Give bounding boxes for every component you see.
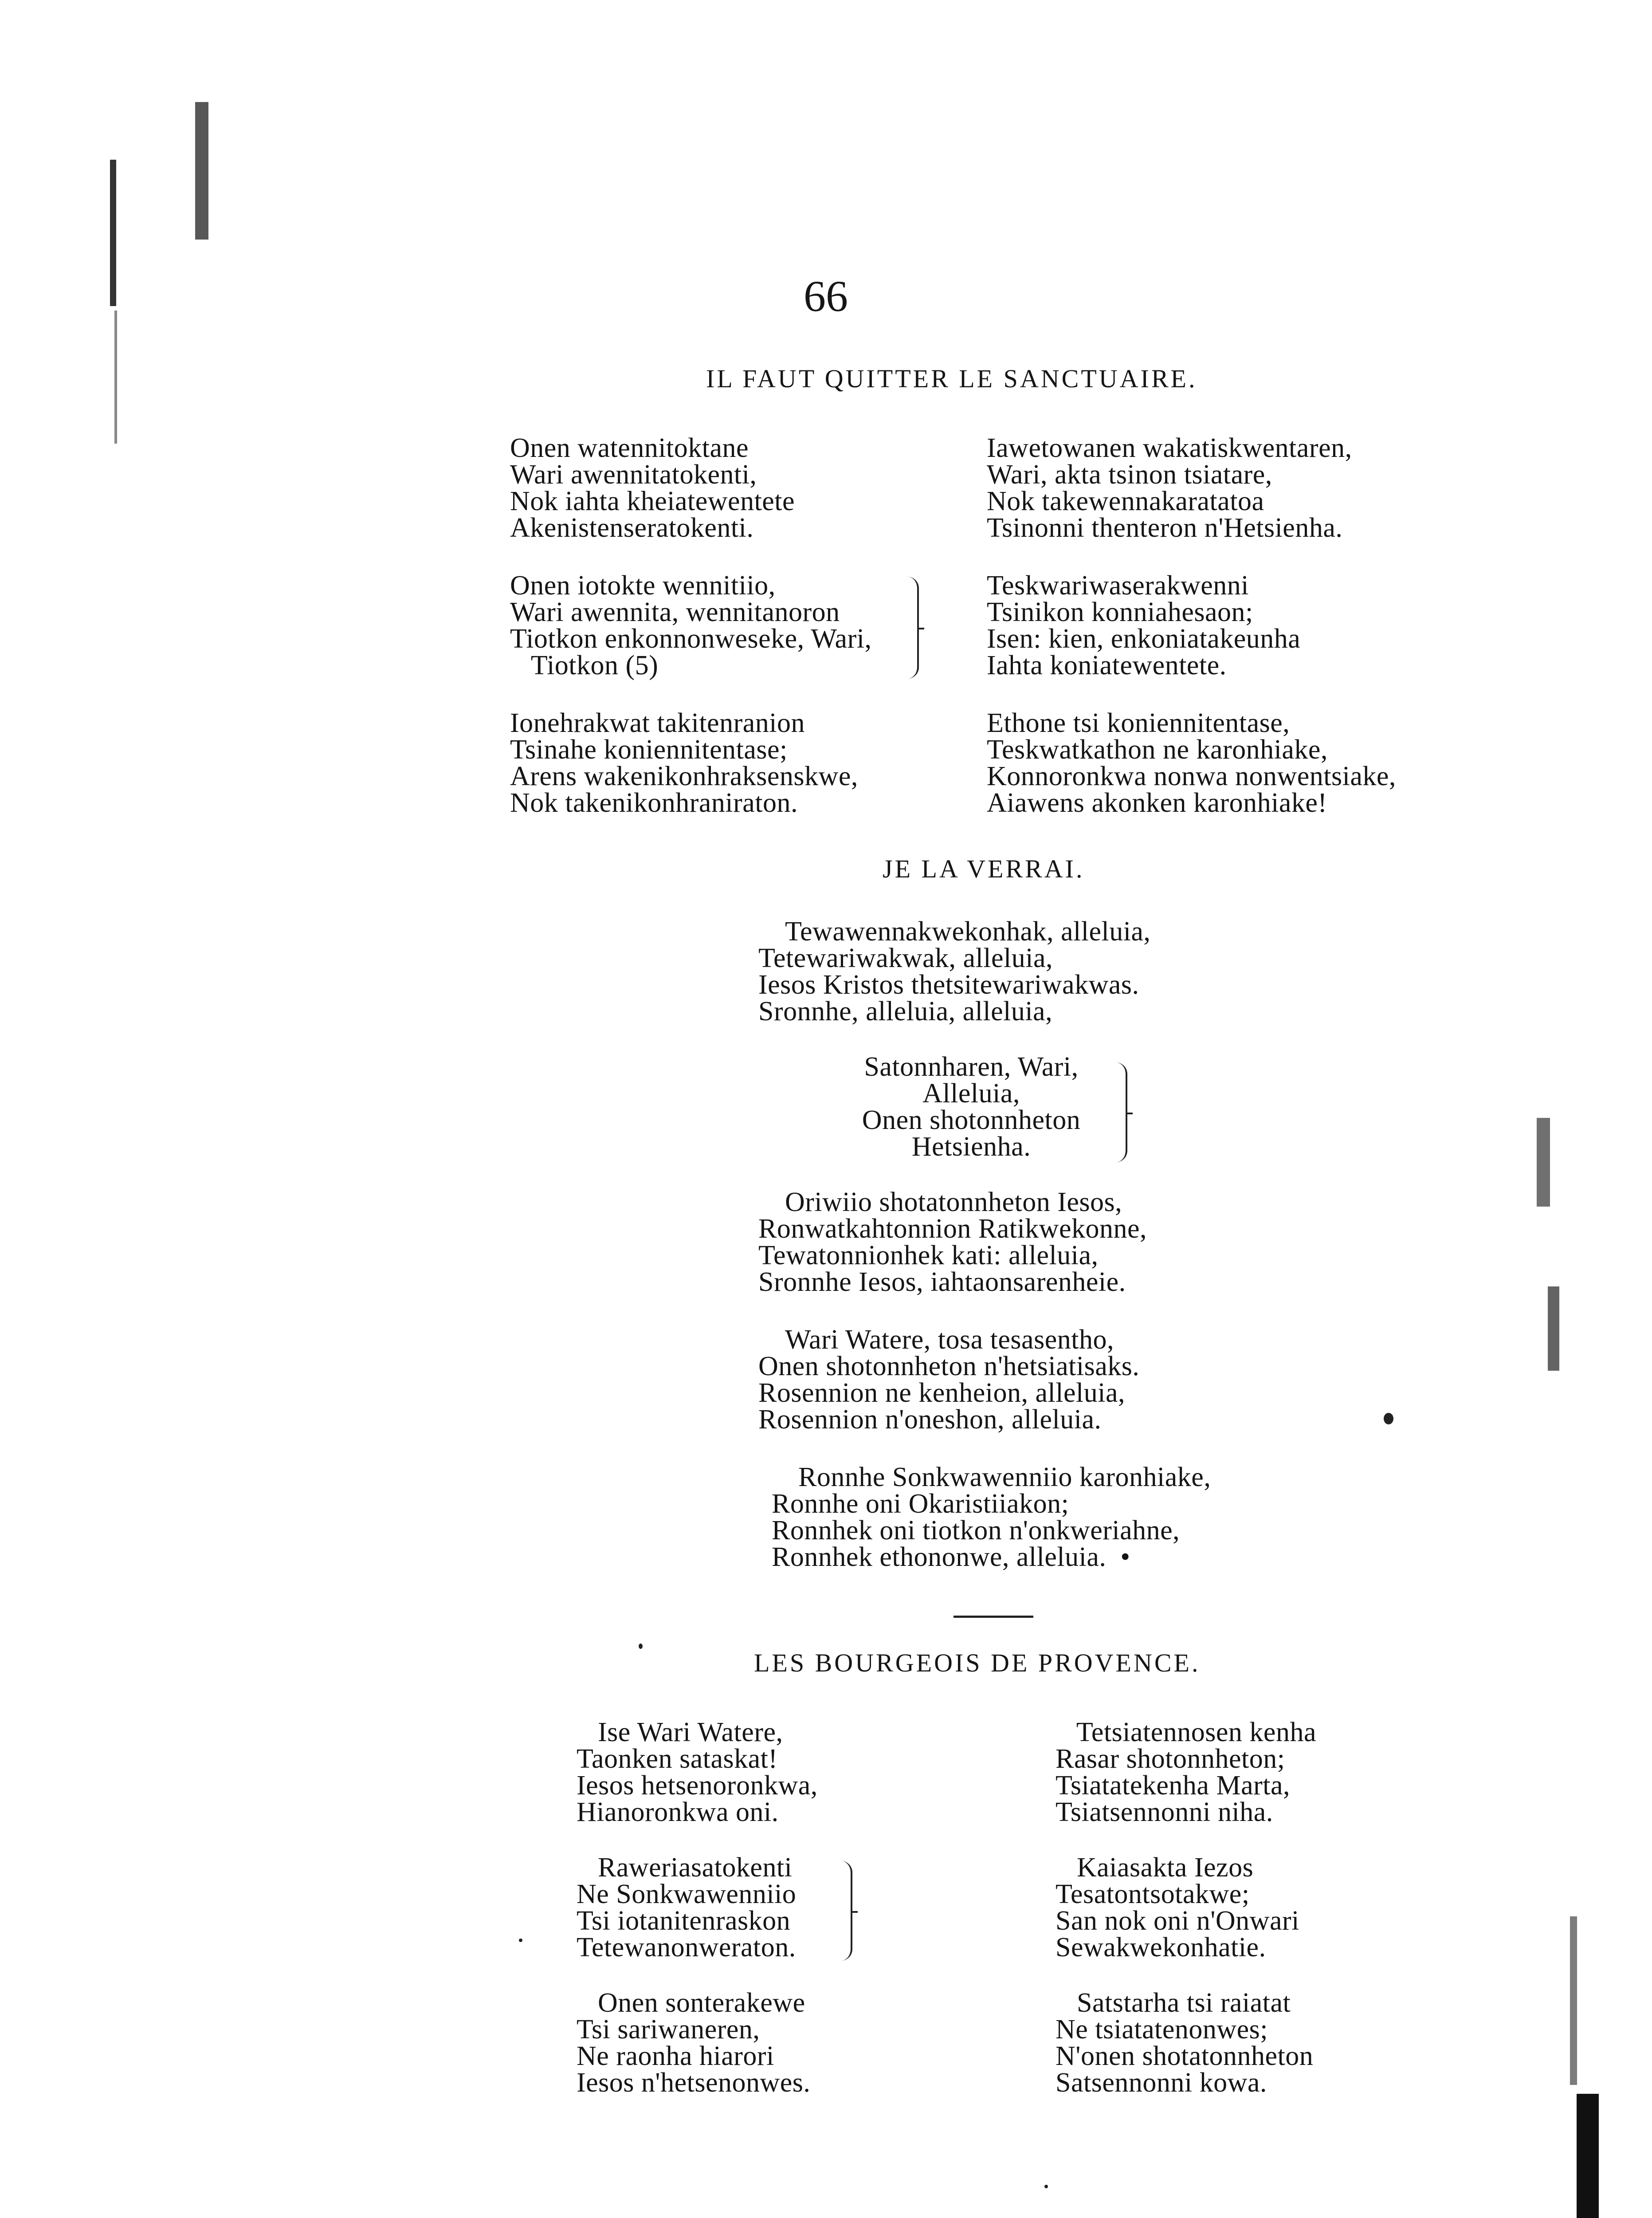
verse-line: Tsinonni thenteron n'Hetsienha. xyxy=(987,513,1343,543)
verse-line: Akenistenseratokenti. xyxy=(510,513,754,543)
stanza-bourgeois-left-2 xyxy=(577,1854,796,1961)
verse-line: Tewawennakwekonhak, alleluia, xyxy=(785,916,1151,947)
verse-line: Sronnhe, alleluia, alleluia, xyxy=(758,996,1053,1026)
verse-line: Tesatontsotakwe; xyxy=(1056,1879,1250,1909)
stanza-bourgeois-left-3 xyxy=(577,1990,810,2096)
verse-line: Nok iahta kheiatewentete xyxy=(510,486,795,516)
verse-line: Tetewariwakwak, alleluia, xyxy=(758,943,1053,973)
verse-line: Onen shotonnheton xyxy=(862,1105,1081,1135)
verse-line: Hetsienha. xyxy=(911,1132,1031,1162)
verse-line: Tsiatatekenha Marta, xyxy=(1056,1770,1290,1801)
verse-line: Wari Watere, tosa tesasentho, xyxy=(785,1325,1114,1355)
ink-speck xyxy=(1044,2185,1048,2188)
verse-line: Oriwiio shotatonnheton Iesos, xyxy=(785,1187,1122,1217)
verse-line: Isen: kien, enkoniatakeunha xyxy=(987,624,1301,654)
verse-line: Aiawens akonken karonhiake! xyxy=(987,788,1327,818)
stanza-right-2 xyxy=(987,572,1300,679)
verse-line: Nok takenikonhraniraton. xyxy=(510,788,798,818)
scan-mark xyxy=(195,102,208,240)
verse-line: Ne Sonkwawenniio xyxy=(577,1879,797,1909)
scan-mark xyxy=(1537,1118,1550,1207)
verse-line: Iesos Kristos thetsitewariwakwas. xyxy=(758,970,1139,1000)
section-title-sanctuaire: IL FAUT QUITTER LE SANCTUAIRE. xyxy=(706,364,1197,393)
verse-line: Nok takewennakaratatoa xyxy=(987,486,1264,516)
stanza-verrai-1 xyxy=(758,918,1150,1025)
verse-line: Tsinahe koniennitentase; xyxy=(510,735,788,765)
verse-line: Rosennion ne kenheion, alleluia, xyxy=(758,1378,1125,1408)
stanza-bourgeois-right-1 xyxy=(1056,1719,1316,1825)
scan-mark xyxy=(114,311,117,444)
verse-line: Teskwariwaserakwenni xyxy=(987,570,1249,601)
verse-line: Hianoronkwa oni. xyxy=(577,1797,779,1827)
verse-line: Tetewanonweraton. xyxy=(577,1932,796,1962)
scan-mark xyxy=(1548,1286,1559,1371)
verse-line: Tsi sariwaneren, xyxy=(577,2014,760,2045)
verse-line: Sewakwekonhatie. xyxy=(1056,1932,1266,1962)
stanza-bourgeois-right-2 xyxy=(1056,1854,1299,1961)
verse-line: Taonken sataskat! xyxy=(577,1744,778,1774)
verse-line: Ne raonha hiarori xyxy=(577,2041,774,2071)
verse-line: Ronnhe oni Okaristiiakon; xyxy=(772,1489,1069,1519)
ink-speck xyxy=(1384,1413,1393,1424)
verse-line: Tiotkon (5) xyxy=(510,650,659,680)
verse-line: Iesos n'hetsenonwes. xyxy=(577,2068,811,2098)
verse-line: Ise Wari Watere, xyxy=(577,1717,783,1747)
verse-line: Satstarha tsi raiatat xyxy=(1056,1988,1291,2018)
verse-line: Teskwatkathon ne karonhiake, xyxy=(987,735,1328,765)
verse-line: Arens wakenikonhraksenskwe, xyxy=(510,761,858,791)
verse-line: Alleluia, xyxy=(922,1078,1020,1109)
verse-line: Ronnhe Sonkwawenniio karonhiake, xyxy=(798,1462,1211,1492)
verse-line: Iawetowanen wakatiskwentaren, xyxy=(987,433,1352,463)
verse-line: Sronnhe Iesos, iahtaonsarenheie. xyxy=(758,1267,1126,1297)
scan-mark xyxy=(1577,2094,1599,2218)
verse-line: Onen shotonnheton n'hetsiatisaks. xyxy=(758,1351,1140,1381)
verse-line: Tsi iotanitenraskon xyxy=(577,1906,791,1936)
refrain-brace xyxy=(1113,1062,1127,1162)
section-title-bourgeois: LES BOURGEOIS DE PROVENCE. xyxy=(754,1648,1201,1677)
verse-line: Onen iotokte wennitiio, xyxy=(510,570,776,601)
section-divider xyxy=(954,1616,1033,1618)
stanza-verrai-2 xyxy=(758,1189,1147,1295)
stanza-right-3 xyxy=(987,710,1396,816)
page-number: 66 xyxy=(804,271,848,321)
stanza-verrai-3 xyxy=(758,1326,1139,1433)
verse-line: Tiotkon enkonnonweseke, Wari, xyxy=(510,624,872,654)
stanza-brace xyxy=(905,577,919,679)
verse-line: San nok oni n'Onwari xyxy=(1056,1906,1299,1936)
verse-line: Onen sonterakewe xyxy=(577,1988,805,2018)
verse-line: Wari, akta tsinon tsiatare, xyxy=(987,460,1272,490)
verse-line: Tetsiatennosen kenha xyxy=(1056,1717,1316,1747)
verse-line: Ronnhek oni tiotkon n'onkweriahne, xyxy=(772,1515,1180,1546)
verse-line: Rosennion n'oneshon, alleluia. xyxy=(758,1404,1102,1435)
stanza-left-1 xyxy=(510,435,795,541)
stanza-left-3 xyxy=(510,710,858,816)
verse-line: Iahta koniatewentete. xyxy=(987,650,1227,680)
verse-line: Iesos hetsenoronkwa, xyxy=(577,1770,818,1801)
verse-line: Ethone tsi koniennitentase, xyxy=(987,708,1290,738)
verse-line: Wari awennita, wennitanoron xyxy=(510,597,840,627)
verse-line: Onen watennitoktane xyxy=(510,433,749,463)
stanza-bourgeois-left-1 xyxy=(577,1719,818,1825)
stanza-bourgeois-right-3 xyxy=(1056,1990,1313,2096)
verse-line: Tsiatsennonni niha. xyxy=(1056,1797,1273,1827)
verse-line: Ronnhek ethononwe, alleluia. • xyxy=(772,1542,1130,1572)
verse-line: Kaiasakta Iezos xyxy=(1056,1852,1254,1883)
scan-mark xyxy=(1570,1916,1577,2085)
stanza-right-1 xyxy=(987,435,1352,541)
section-title-je-la-verrai: JE LA VERRAI. xyxy=(883,854,1085,883)
stanza-left-2 xyxy=(510,572,871,679)
verse-line: Wari awennitatokenti, xyxy=(510,460,757,490)
verse-line: Satsennonni kowa. xyxy=(1056,2068,1267,2098)
ink-speck xyxy=(639,1644,643,1649)
stanza-verrai-4 xyxy=(772,1464,1211,1570)
scan-mark xyxy=(110,160,116,306)
verse-line: Tsinikon konniahesaon; xyxy=(987,597,1253,627)
verse-line: Konnoronkwa nonwa nonwentsiake, xyxy=(987,761,1396,791)
stanza-brace xyxy=(838,1861,852,1961)
verse-line: N'onen shotatonnheton xyxy=(1056,2041,1314,2071)
verse-line: Ionehrakwat takitenranion xyxy=(510,708,805,738)
verse-line: Ronwatkahtonnion Ratikwekonne, xyxy=(758,1214,1147,1244)
stanza-verrai-refrain xyxy=(838,1054,1104,1160)
verse-line: Satonnharen, Wari, xyxy=(864,1052,1079,1082)
ink-speck xyxy=(519,1939,522,1942)
verse-line: Raweriasatokenti xyxy=(577,1852,793,1883)
verse-line: Ne tsiatatenonwes; xyxy=(1056,2014,1268,2045)
verse-line: Tewatonnionhek kati: alleluia, xyxy=(758,1240,1099,1270)
verse-line: Rasar shotonnheton; xyxy=(1056,1744,1285,1774)
